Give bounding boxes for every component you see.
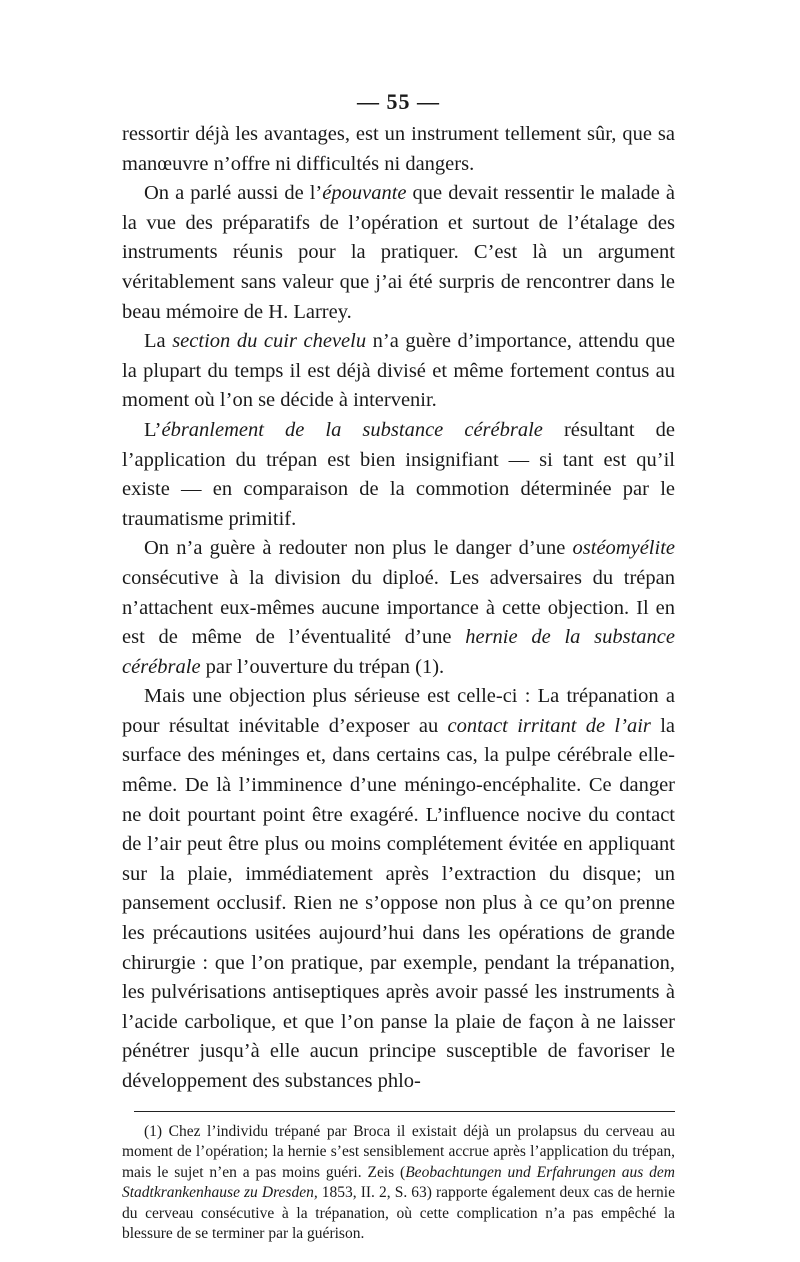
italic-phrase: ostéomyélite: [572, 537, 675, 560]
text-run: La: [144, 330, 173, 353]
italic-phrase: section du cuir chevelu: [172, 330, 367, 353]
text-run: que devait ressentir le malade à la vue des préparatifs de l’opération et surtout de l’étalage des instruments réunis pour la pratiquer. C’est là un argument véritablement sans valeur que j’ai été surpris de rencontrer dans le beau mémoire de H. Larrey.: [122, 182, 676, 323]
italic-phrase: Beobachtungen und Erfahrungen aus dem Stadtkrankenhause zu Dresden,: [122, 1163, 675, 1202]
text-run: n’a guère d’importance, attendu que la plupart du temps il est déjà divisé et même fortement contus au moment où l’on se décide à intervenir.: [122, 330, 675, 412]
text-run: la surface des méninges et, dans certains cas, la pulpe cérébrale elle-même. De là l’imminence d’une méningo-encéphalite. Ce danger ne doit pourtant point être exagéré. L’influence nocive du contact de l’air peut être plus ou moins complétement évitée en appliquant sur la plaie, immédiatement après l’extraction du disque; un pansement occlusif. Rien ne s’oppose non plus à ce qu’on prenne les précautions usitées aujourd’hui dans les opérations de grande chirurgie : que l’on pratique, par exemple, pendant la trépanation, les pulvérisations antiseptiques après avoir passé les instruments à l’acide carbolique, et que l’on panse la plaie de façon à ne laisser pénétrer jusqu’à elle aucun principe susceptible de favoriser le développement des substances phlo-: [122, 714, 675, 1092]
footnote-separator: [134, 1111, 675, 1112]
text-run: (1) Chez l’individu trépané par Broca il existait déjà un prolapsus du cerveau au moment de l’opération; la hernie s’est sensiblement accrue après l’application du trépan, mais le sujet n’en a pas moins guéri. Zeis (: [122, 1122, 675, 1181]
italic-phrase: hernie de la substance cérébrale: [122, 626, 675, 678]
text-run: résultant de l’application du trépan est bien insignifiant — si tant est qu’il existe — en comparaison de la commotion déterminée par le traumatisme primitif.: [122, 418, 675, 530]
paragraph: [122, 179, 675, 327]
footnotes: [122, 1122, 675, 1245]
italic-phrase: contact irritant de l’air: [447, 714, 651, 737]
text-run: Mais une objection plus sérieuse est celle-ci : La trépanation a pour résultat inévitable d’exposer au: [122, 685, 675, 737]
book-page: [122, 84, 675, 1245]
paragraph: [122, 327, 675, 416]
paragraph: [122, 416, 675, 534]
page-number: — 55 —: [357, 89, 440, 114]
italic-phrase: ébranlement de la substance cérébrale: [161, 418, 543, 441]
italic-phrase: épouvante: [322, 182, 407, 205]
footnote: [122, 1122, 675, 1245]
text-run: On a parlé aussi de l’: [144, 182, 323, 205]
text-run: On n’a guère à redouter non plus le danger d’une: [144, 537, 573, 560]
text-run: L’: [144, 418, 162, 441]
text-run: consécutive à la division du diploé. Les adversaires du trépan n’attachent eux-mêmes aucune importance à cette objection. Il en est de même de l’éventualité d’une: [122, 566, 675, 649]
body-text: [122, 120, 675, 1097]
text-run: ressortir déjà les avantages, est un instrument tellement sûr, que sa manœuvre n’offre ni difficultés ni dangers.: [122, 123, 675, 175]
paragraph: [122, 682, 675, 1096]
text-run: par l’ouverture du trépan (1).: [200, 655, 445, 678]
paragraph: [122, 120, 675, 179]
paragraph: [122, 534, 675, 682]
text-run: 1853, II. 2, S. 63) rapporte également deux cas de hernie du cerveau consécutive à la trépanation, où cette complication n’a pas empêché la blessure de se terminer par la guérison.: [122, 1184, 675, 1243]
